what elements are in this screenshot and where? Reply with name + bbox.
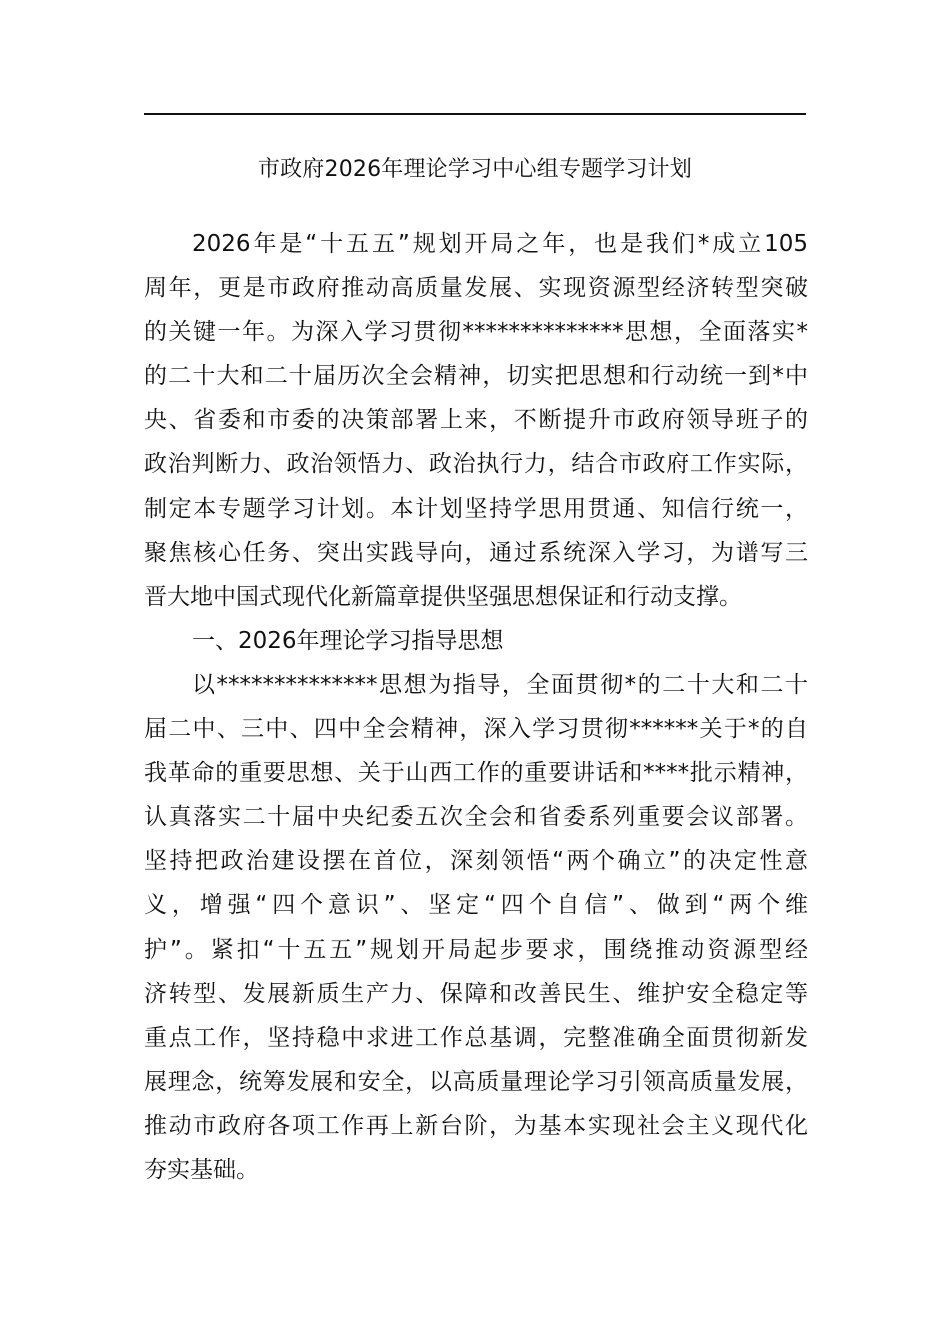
paragraph-2-line: 重点工作，坚持稳中求进工作总基调，完整准确全面贯彻新发 [144,1024,808,1051]
paragraph-2-line: 济转型、发展新质生产力、保障和改善民生、维护安全稳定等 [144,980,808,1007]
paragraph-2-line: 夯实基础。 [144,1156,259,1183]
paragraph-2-line: 届二中、三中、四中全会精神，深入学习贯彻******关于*的自 [144,716,808,743]
section-heading-1: 一、2026年理论学习指导思想 [192,627,504,654]
paragraph-1-line: 周年，更是市政府推动高质量发展、实现资源型经济转型突破 [144,275,808,302]
paragraph-1-line: 央、省委和市委的决策部署上来，不断提升市政府领导班子的 [144,407,808,434]
paragraph-1-line: 晋大地中国式现代化新篇章提供坚强思想保证和行动支撑。 [144,583,742,610]
paragraph-2-line: 展理念，统筹发展和安全，以高质量理论学习引领高质量发展， [144,1068,808,1095]
paragraph-2-line: 护”。紧扣“十五五”规划开局起步要求，围绕推动资源型经 [144,936,808,963]
paragraph-2-line: 我革命的重要思想、关于山西工作的重要讲话和****批示精神， [144,760,808,787]
paragraph-2-line: 推动市政府各项工作再上新台阶，为基本实现社会主义现代化 [144,1112,808,1139]
paragraph-2-line: 以**************思想为指导，全面贯彻*的二十大和二十 [192,671,808,698]
paragraph-1-line: 聚焦核心任务、突出实践导向，通过系统深入学习，为谱写三 [144,539,808,566]
document-body [144,222,808,1192]
paragraph-1-line: 的二十大和二十届历次全会精神，切实把思想和行动统一到*中 [144,363,808,390]
paragraph-1-line: 的关键一年。为深入学习贯彻**************思想，全面落实* [144,319,808,346]
paragraph-2-line: 认真落实二十届中央纪委五次全会和省委系列重要会议部署。 [144,804,808,831]
paragraph-1-line: 制定本专题学习计划。本计划坚持学思用贯通、知信行统一， [144,495,808,522]
header-rule [144,113,806,115]
paragraph-1-line: 2026年是“十五五”规划开局之年，也是我们*成立105 [192,231,808,257]
paragraph-1-line: 政治判断力、政治领悟力、政治执行力，结合市政府工作实际， [144,451,808,478]
paragraph-2-line: 义，增强“四个意识”、坚定“四个自信”、做到“两个维 [144,892,808,919]
paragraph-2-line: 坚持把政治建设摆在首位，深刻领悟“两个确立”的决定性意 [144,848,808,875]
document-title: 市政府2026年理论学习中心组专题学习计划 [257,157,693,182]
